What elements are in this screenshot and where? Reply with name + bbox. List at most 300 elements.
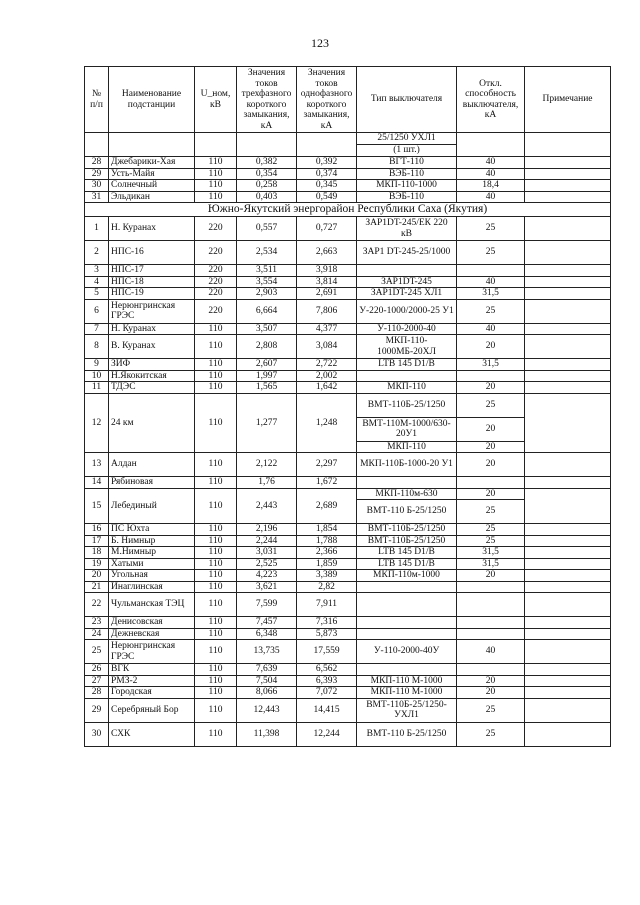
cell-u: 110: [195, 593, 237, 617]
cell-i3: 2,244: [237, 535, 297, 547]
cell-i1: 2,002: [297, 370, 357, 382]
cell-note: [525, 191, 611, 203]
cell-i1: 1,642: [297, 382, 357, 394]
cell-u: 110: [195, 687, 237, 699]
cell-u: 110: [195, 524, 237, 536]
table-row: [85, 359, 611, 371]
cell-cap: 31,5: [457, 288, 525, 300]
cell-brk: ВМТ-110 Б-25/1250: [357, 500, 457, 524]
table-row: [85, 664, 611, 676]
table-row: [85, 675, 611, 687]
cell-i3: 11,398: [237, 722, 297, 746]
cell-u: 110: [195, 180, 237, 192]
header-i1: Значения токов однофазного короткого замыкания, кА: [297, 67, 357, 133]
cell-i1: 1,859: [297, 558, 357, 570]
table-row: [85, 524, 611, 536]
cell-cap: [457, 477, 525, 489]
cell-note: [525, 477, 611, 489]
header-row: [85, 67, 611, 133]
cell-u: 110: [195, 581, 237, 593]
cell-name: Денисовская: [109, 617, 195, 629]
cell-num: 14: [85, 477, 109, 489]
cell-name: Городская: [109, 687, 195, 699]
cell-note: [525, 370, 611, 382]
cell-cap: 40: [457, 323, 525, 335]
cell-name: ПС Юхта: [109, 524, 195, 536]
cell-i1: 12,244: [297, 722, 357, 746]
table-row: [85, 488, 611, 500]
cell-i3: 4,223: [237, 570, 297, 582]
cell-name: НПС-17: [109, 265, 195, 277]
cell-i3: 6,664: [237, 299, 297, 323]
cell-num: 20: [85, 570, 109, 582]
cell-num: 27: [85, 675, 109, 687]
cell-note: [525, 265, 611, 277]
cell-i1: 6,393: [297, 675, 357, 687]
cell-u: 220: [195, 299, 237, 323]
cell-i1: 7,316: [297, 617, 357, 629]
cell-cap: 40: [457, 640, 525, 664]
cell-name: Усть-Майя: [109, 168, 195, 180]
cell-u: 110: [195, 722, 237, 746]
cell-cap: 40: [457, 276, 525, 288]
cell-u: 220: [195, 241, 237, 265]
cell-note: [525, 570, 611, 582]
cell-i3: 13,735: [237, 640, 297, 664]
cell-i3: 3,621: [237, 581, 297, 593]
cell-num: 3: [85, 265, 109, 277]
cell-num: 31: [85, 191, 109, 203]
cell-brk: ЗАР1 DT-245-25/1000: [357, 241, 457, 265]
cell-name: Лебединый: [109, 488, 195, 524]
cell-brk: МКП-110: [357, 382, 457, 394]
cell-i3: 2,808: [237, 335, 297, 359]
cell-u: 110: [195, 370, 237, 382]
cell-note: [525, 581, 611, 593]
table-row: [85, 276, 611, 288]
cell-i1: 7,072: [297, 687, 357, 699]
cell-i3: 7,639: [237, 664, 297, 676]
cell-u: 110: [195, 617, 237, 629]
table-row: [85, 547, 611, 559]
cell-note: [525, 453, 611, 477]
cell-u: 110: [195, 488, 237, 524]
cell-note: [525, 241, 611, 265]
cell-num: 6: [85, 299, 109, 323]
cell-name: 24 км: [109, 393, 195, 453]
cell-note: [525, 698, 611, 722]
cell-cap: 40: [457, 191, 525, 203]
header-voltage: U_ном, кВ: [195, 67, 237, 133]
cell-name: Нерюнгринская ГРЭС: [109, 640, 195, 664]
cell-brk: LTB 145 D1/B: [357, 359, 457, 371]
cell-brk: ВМТ-110Б-25/1250: [357, 393, 457, 417]
cell-cap: 20: [457, 570, 525, 582]
cell-u: 110: [195, 628, 237, 640]
cell-brk: ЗАР1DT-245/ЕК 220 кВ: [357, 217, 457, 241]
cell-note: [525, 217, 611, 241]
header-i3: Значения токов трехфазного короткого замыкания, кА: [237, 67, 297, 133]
cell-cap: 25: [457, 524, 525, 536]
cell-i1: 6,562: [297, 664, 357, 676]
cell-name: РМЗ-2: [109, 675, 195, 687]
cell-cap: [457, 581, 525, 593]
cell-u: 220: [195, 217, 237, 241]
table-row: [85, 299, 611, 323]
cell-brk: ВГТ-110: [357, 157, 457, 169]
cell-cap: [457, 370, 525, 382]
cell-note: [525, 675, 611, 687]
cell-note: [525, 168, 611, 180]
cell-cap: [457, 265, 525, 277]
cell-u: 110: [195, 382, 237, 394]
cell-i1: 1,788: [297, 535, 357, 547]
table-row: [85, 617, 611, 629]
cell-i3: 2,196: [237, 524, 297, 536]
cell-num: 1: [85, 217, 109, 241]
cell-name: Джебарики-Хая: [109, 157, 195, 169]
cell-note: [525, 359, 611, 371]
table-row: [85, 477, 611, 489]
cell-name: Инаглинская: [109, 581, 195, 593]
cell-i3: 0,382: [237, 157, 297, 169]
cell-i3: 2,534: [237, 241, 297, 265]
cell-i3: 1,565: [237, 382, 297, 394]
cell-i3: 0,354: [237, 168, 297, 180]
region-row: [85, 203, 611, 217]
cell-i1: 14,415: [297, 698, 357, 722]
cell-brk: ВМТ-110 Б-25/1250: [357, 722, 457, 746]
cell-brk: МКП-110 М-1000: [357, 687, 457, 699]
cell-brk: [357, 593, 457, 617]
cell-brk: ВЭБ-110: [357, 168, 457, 180]
cell-name: ТДЭС: [109, 382, 195, 394]
cell-num: 9: [85, 359, 109, 371]
cell-i1: 0,727: [297, 217, 357, 241]
cell-brk: МКП-110-1000МБ-20ХЛ: [357, 335, 457, 359]
cell-note: [525, 157, 611, 169]
continuation-row: [85, 133, 611, 145]
cell-cap: 20: [457, 675, 525, 687]
cell-cap: 20: [457, 453, 525, 477]
table-row: [85, 180, 611, 192]
cell-i3: 3,511: [237, 265, 297, 277]
cell-name: Угольная: [109, 570, 195, 582]
cell-note: [525, 488, 611, 524]
cell-note: [525, 288, 611, 300]
cell-brk: [357, 628, 457, 640]
cell-note: [525, 299, 611, 323]
cell-brk: МКП-110Б-1000-20 У1: [357, 453, 457, 477]
table-row: [85, 453, 611, 477]
cell-i3: 7,504: [237, 675, 297, 687]
cell-cap: 25: [457, 500, 525, 524]
cell-u: 110: [195, 453, 237, 477]
cell-brk: ЗАР1DT-245 ХЛ1: [357, 288, 457, 300]
cell-i1: 3,918: [297, 265, 357, 277]
cell-num: 29: [85, 698, 109, 722]
cell-num: 16: [85, 524, 109, 536]
table-row: [85, 393, 611, 417]
cell-num: 13: [85, 453, 109, 477]
cell-cap: [457, 617, 525, 629]
cell-brk: МКП-110-1000: [357, 180, 457, 192]
cell-u: 110: [195, 393, 237, 453]
cell-num: 11: [85, 382, 109, 394]
cell-num: 2: [85, 241, 109, 265]
header-note: Примечание: [525, 67, 611, 133]
cell-num: 19: [85, 558, 109, 570]
cell-name: Хатыми: [109, 558, 195, 570]
table-row: [85, 217, 611, 241]
page-number: 123: [311, 36, 329, 50]
cell-u: 220: [195, 276, 237, 288]
cell-i1: 7,806: [297, 299, 357, 323]
cell-cap: 40: [457, 157, 525, 169]
cell-i3: 0,557: [237, 217, 297, 241]
header-num: № п/п: [85, 67, 109, 133]
cell-note: [525, 393, 611, 453]
cell-brk: ВМТ-110Б-25/1250: [357, 535, 457, 547]
cell-note: [525, 640, 611, 664]
cell-i1: 2,691: [297, 288, 357, 300]
cell-u: 110: [195, 698, 237, 722]
cell-u: 110: [195, 664, 237, 676]
table-row: [85, 535, 611, 547]
cell-i1: 1,248: [297, 393, 357, 453]
cell-cap: 25: [457, 535, 525, 547]
cell-i1: 0,345: [297, 180, 357, 192]
cell-note: [525, 628, 611, 640]
cell-i3: 2,443: [237, 488, 297, 524]
cell-brk: ВМТ-110М-1000/630-20У1: [357, 417, 457, 441]
cell-note: [525, 617, 611, 629]
cell-num: 10: [85, 370, 109, 382]
header-capacity: Откл. способность выключателя, кА: [457, 67, 525, 133]
cell-num: 17: [85, 535, 109, 547]
cell-i1: 0,392: [297, 157, 357, 169]
cell-note: [525, 722, 611, 746]
cell-num: 24: [85, 628, 109, 640]
cell-i1: 2,689: [297, 488, 357, 524]
cell-i3: 2,607: [237, 359, 297, 371]
cell-note: [525, 535, 611, 547]
cell-note: [525, 687, 611, 699]
cell-u: 220: [195, 288, 237, 300]
cell-brk: У-110-2000-40У: [357, 640, 457, 664]
cell-i3: 7,599: [237, 593, 297, 617]
table-row: [85, 558, 611, 570]
table-row: [85, 382, 611, 394]
cell-i1: 2,82: [297, 581, 357, 593]
cell-u: 110: [195, 359, 237, 371]
cell-cap: 20: [457, 488, 525, 500]
cell-i1: 2,722: [297, 359, 357, 371]
cell-i1: 1,854: [297, 524, 357, 536]
cell-name: Н. Куранах: [109, 323, 195, 335]
cell-i3: 12,443: [237, 698, 297, 722]
cell-brk: ВМТ-110Б-25/1250-УХЛ1: [357, 698, 457, 722]
cell-u: 110: [195, 157, 237, 169]
cell-i3: 3,554: [237, 276, 297, 288]
cell-name: НПС-16: [109, 241, 195, 265]
cell-brk: ВЭБ-110: [357, 191, 457, 203]
cell-i1: 2,366: [297, 547, 357, 559]
cell-i1: 2,297: [297, 453, 357, 477]
table-row: [85, 265, 611, 277]
cell-note: [525, 558, 611, 570]
cell-note: [525, 335, 611, 359]
header-breaker: Тип выключателя: [357, 67, 457, 133]
cell-cap: 40: [457, 168, 525, 180]
cell-u: 220: [195, 265, 237, 277]
cell-num: 12: [85, 393, 109, 453]
cell-i1: 4,377: [297, 323, 357, 335]
cell-brk: [357, 265, 457, 277]
cell-num: 5: [85, 288, 109, 300]
cell-cap: 20: [457, 441, 525, 453]
cell-i1: 1,672: [297, 477, 357, 489]
cell-num: 4: [85, 276, 109, 288]
cell-brk: [357, 370, 457, 382]
cell-u: 110: [195, 168, 237, 180]
cell-cap: 20: [457, 687, 525, 699]
cell-i3: 8,066: [237, 687, 297, 699]
cell-num: 28: [85, 687, 109, 699]
cell-i3: 1,76: [237, 477, 297, 489]
cell-u: 110: [195, 675, 237, 687]
cell-cap: 20: [457, 335, 525, 359]
cell-u: 110: [195, 191, 237, 203]
cell-note: [525, 382, 611, 394]
cell-cap: 20: [457, 417, 525, 441]
cell-cap: 18,4: [457, 180, 525, 192]
table-row: [85, 687, 611, 699]
cell-name: Нерюнгринская ГРЭС: [109, 299, 195, 323]
cell-name: Н. Куранах: [109, 217, 195, 241]
cell-name: Дежневская: [109, 628, 195, 640]
cell-brk: ВМТ-110Б-25/1250: [357, 524, 457, 536]
cell-name: ВГК: [109, 664, 195, 676]
cell-u: 110: [195, 477, 237, 489]
cell-name: Н.Якокитская: [109, 370, 195, 382]
cell-i1: 0,549: [297, 191, 357, 203]
cell-brk: МКП-110м-1000: [357, 570, 457, 582]
region-title: Южно-Якутский энергорайон Республики Саха (Якутия): [85, 203, 611, 217]
cell-num: 30: [85, 180, 109, 192]
cell-num: 7: [85, 323, 109, 335]
continuation-breaker: 25/1250 УХЛ1: [357, 133, 457, 145]
cell-num: 30: [85, 722, 109, 746]
table-row: [85, 168, 611, 180]
cell-name: М.Нимныр: [109, 547, 195, 559]
table-row: [85, 722, 611, 746]
cell-cap: 31,5: [457, 547, 525, 559]
cell-i1: 2,663: [297, 241, 357, 265]
cell-note: [525, 276, 611, 288]
cell-cap: [457, 628, 525, 640]
cell-brk: [357, 664, 457, 676]
cell-cap: [457, 593, 525, 617]
cell-i1: 5,873: [297, 628, 357, 640]
cell-num: 26: [85, 664, 109, 676]
cell-i1: 3,814: [297, 276, 357, 288]
cell-u: 110: [195, 335, 237, 359]
cell-num: 8: [85, 335, 109, 359]
cell-brk: LTB 145 D1/B: [357, 547, 457, 559]
cell-num: 25: [85, 640, 109, 664]
cell-i3: 2,903: [237, 288, 297, 300]
table-row: [85, 570, 611, 582]
cell-cap: 25: [457, 393, 525, 417]
cell-cap: 25: [457, 722, 525, 746]
cell-cap: 31,5: [457, 359, 525, 371]
cell-i3: 0,403: [237, 191, 297, 203]
cell-note: [525, 547, 611, 559]
cell-i3: 1,277: [237, 393, 297, 453]
cell-name: Серебряный Бор: [109, 698, 195, 722]
table-row: [85, 581, 611, 593]
cell-brk: [357, 581, 457, 593]
cell-cap: 31,5: [457, 558, 525, 570]
cell-cap: 25: [457, 698, 525, 722]
cell-num: 21: [85, 581, 109, 593]
cell-name: НПС-19: [109, 288, 195, 300]
cell-note: [525, 524, 611, 536]
cell-num: 28: [85, 157, 109, 169]
header-name: Наименование подстанции: [109, 67, 195, 133]
table-row: [85, 323, 611, 335]
cell-cap: 25: [457, 299, 525, 323]
table-row: [85, 698, 611, 722]
cell-i1: 3,389: [297, 570, 357, 582]
cell-name: Солнечный: [109, 180, 195, 192]
cell-num: 29: [85, 168, 109, 180]
cell-note: [525, 593, 611, 617]
cell-name: ЗИФ: [109, 359, 195, 371]
cell-num: 23: [85, 617, 109, 629]
cell-name: Эльдикан: [109, 191, 195, 203]
cell-cap: 25: [457, 217, 525, 241]
cell-u: 110: [195, 323, 237, 335]
table-row: [85, 370, 611, 382]
cell-i3: 3,031: [237, 547, 297, 559]
cell-i1: 0,374: [297, 168, 357, 180]
cell-note: [525, 180, 611, 192]
cell-i3: 6,348: [237, 628, 297, 640]
cell-u: 110: [195, 558, 237, 570]
cell-u: 110: [195, 535, 237, 547]
table-row: [85, 157, 611, 169]
cell-num: 22: [85, 593, 109, 617]
table-row: [85, 191, 611, 203]
cell-u: 110: [195, 570, 237, 582]
cell-brk: У-110-2000-40: [357, 323, 457, 335]
cell-name: Б. Нимныр: [109, 535, 195, 547]
cell-name: Рябиновая: [109, 477, 195, 489]
cell-i3: 1,997: [237, 370, 297, 382]
cell-i3: 3,507: [237, 323, 297, 335]
cell-i1: 17,559: [297, 640, 357, 664]
cell-note: [525, 323, 611, 335]
cell-i1: 3,084: [297, 335, 357, 359]
cell-brk: ЗАР1DT-245: [357, 276, 457, 288]
cell-brk: У-220-1000/2000-25 У1: [357, 299, 457, 323]
table-row: [85, 241, 611, 265]
cell-name: СХК: [109, 722, 195, 746]
cell-cap: [457, 664, 525, 676]
cell-name: НПС-18: [109, 276, 195, 288]
